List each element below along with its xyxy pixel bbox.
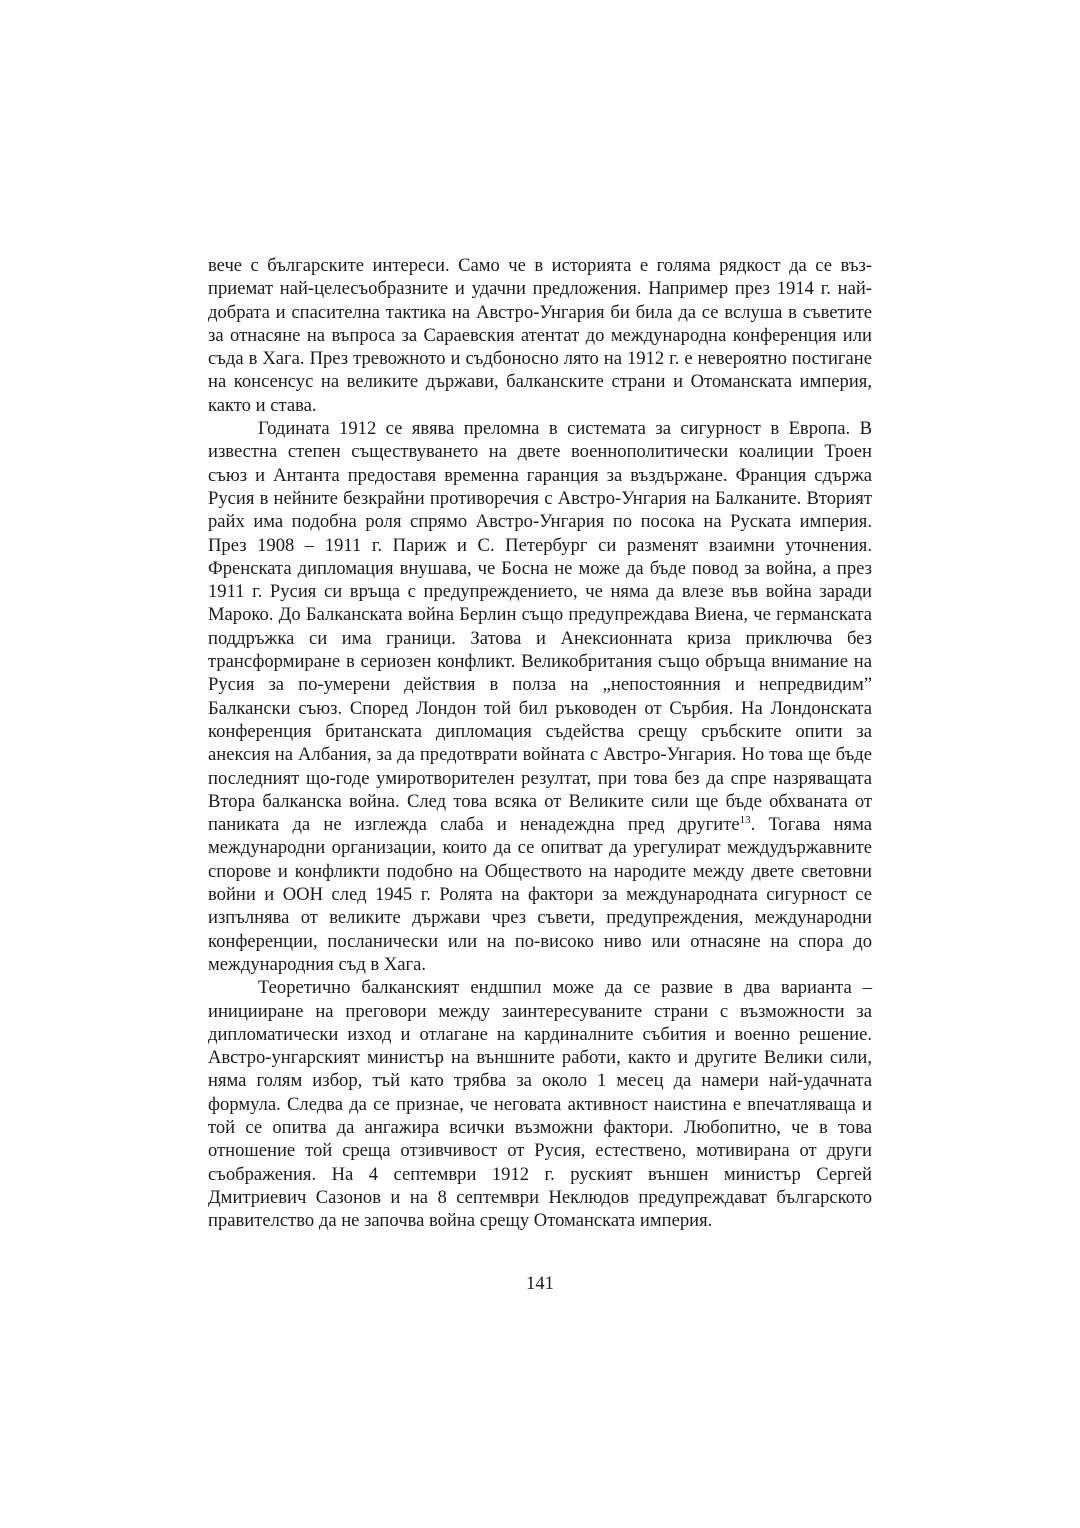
paragraph-2-text-continued: . Тогава няма международни организации, които да се опитват да урегулират междудържавните спорове и конфликти подобно на Обществото на народите между двете световни войни и ООН след 1945 г. Ролята на фактори за международната сигурност се изпълнява от великите държави чрез съвети, предупреждения, международни конференции, посланически или на по-високо ниво или отнасяне на спора до международния съд в Хага.: [208, 814, 872, 975]
paragraph-2: [208, 417, 872, 976]
body-text: [208, 254, 872, 1232]
paragraph-3: Теоретично балканският ендшпил може да се развие в два варианта – иницииране на преговори между заинтересуваните страни с възможности за дипломатически изход и отлагане на кардиналните събития и военно решение. Австро-унгарският министър на външните работи, както и другите Велики сили, няма голям избор, тъй като трябва за около 1 месец да намери най-удачната формула. Следва да се признае, че неговата активност наистина е впечатляваща и той се опитва да ангажира всички възможни фактори. Любопитно, че в това отношение той среща отзивчивост от Русия, естествено, мотивирана от други съображения. На 4 септември 1912 г. руският външен министър Сергей Дмитриевич Сазонов и на 8 септември Неклюдов предупреждават българското правителство да не започва война срещу Отоманската империя.: [208, 977, 872, 1232]
page-number: 141: [526, 1273, 554, 1294]
paragraph-1: вече с българските интереси. Само че в историята е голяма рядкост да се възприемат най-целесъобразните и удачни предложения. Например през 1914 г. най-добрата и спасителна тактика на Австро-Унгария би била да се вслуша в съветите за отнасяне на въпроса за Сараевския атентат до международна конференция или съда в Хага. През тревожното и съдбоносно лято на 1912 г. е невероятно постигане на консенсус на великите държави, балканските страни и Отоманската империя, както и става.: [208, 255, 872, 416]
footnote-reference: 13: [739, 813, 751, 826]
paragraph-2-text: Годината 1912 се явява преломна в системата за сигурност в Европа. В известна степен съществуването на двете военнополитически коалиции Троен съюз и Антанта предоставя временна гаранция за въздържане. Франция сдържа Русия в нейните безкрайни противоречия с Австро-Унгария на Балканите. Вторият райх има подобна роля спрямо Австро-Унгария по посока на Руската империя. През 1908 – 1911 г. Париж и С. Петербург си разменят взаимни уточнения. Френската дипломация внушава, че Босна не може да бъде повод за война, а през 1911 г. Русия си връща с предупреждението, че няма да влезе във война заради Мароко. До Балканската война Берлин също предупреждава Виена, че германската поддръжка си има граници. Затова и Анексионната криза приключва без трансформиране в сериозен конфликт. Великобритания също обръща внимание на Русия за по-умерени действия в полза на „непостоянния и непредвидим” Балкански съюз. Според Лондон той бил ръководен от Сърбия. На Лондонската конференция британската дипломация съдейства срещу сръбските опити за анексия на Албания, за да предотврати войната с Австро-Унгария. Но това ще бъде последният що-годе умиротворителен резултат, при това без да спре назряващата Втора балканска война. След това всяка от Великите сили ще бъде обхваната от паниката да не изглежда слаба и ненадеждна пред другите: [208, 418, 872, 836]
